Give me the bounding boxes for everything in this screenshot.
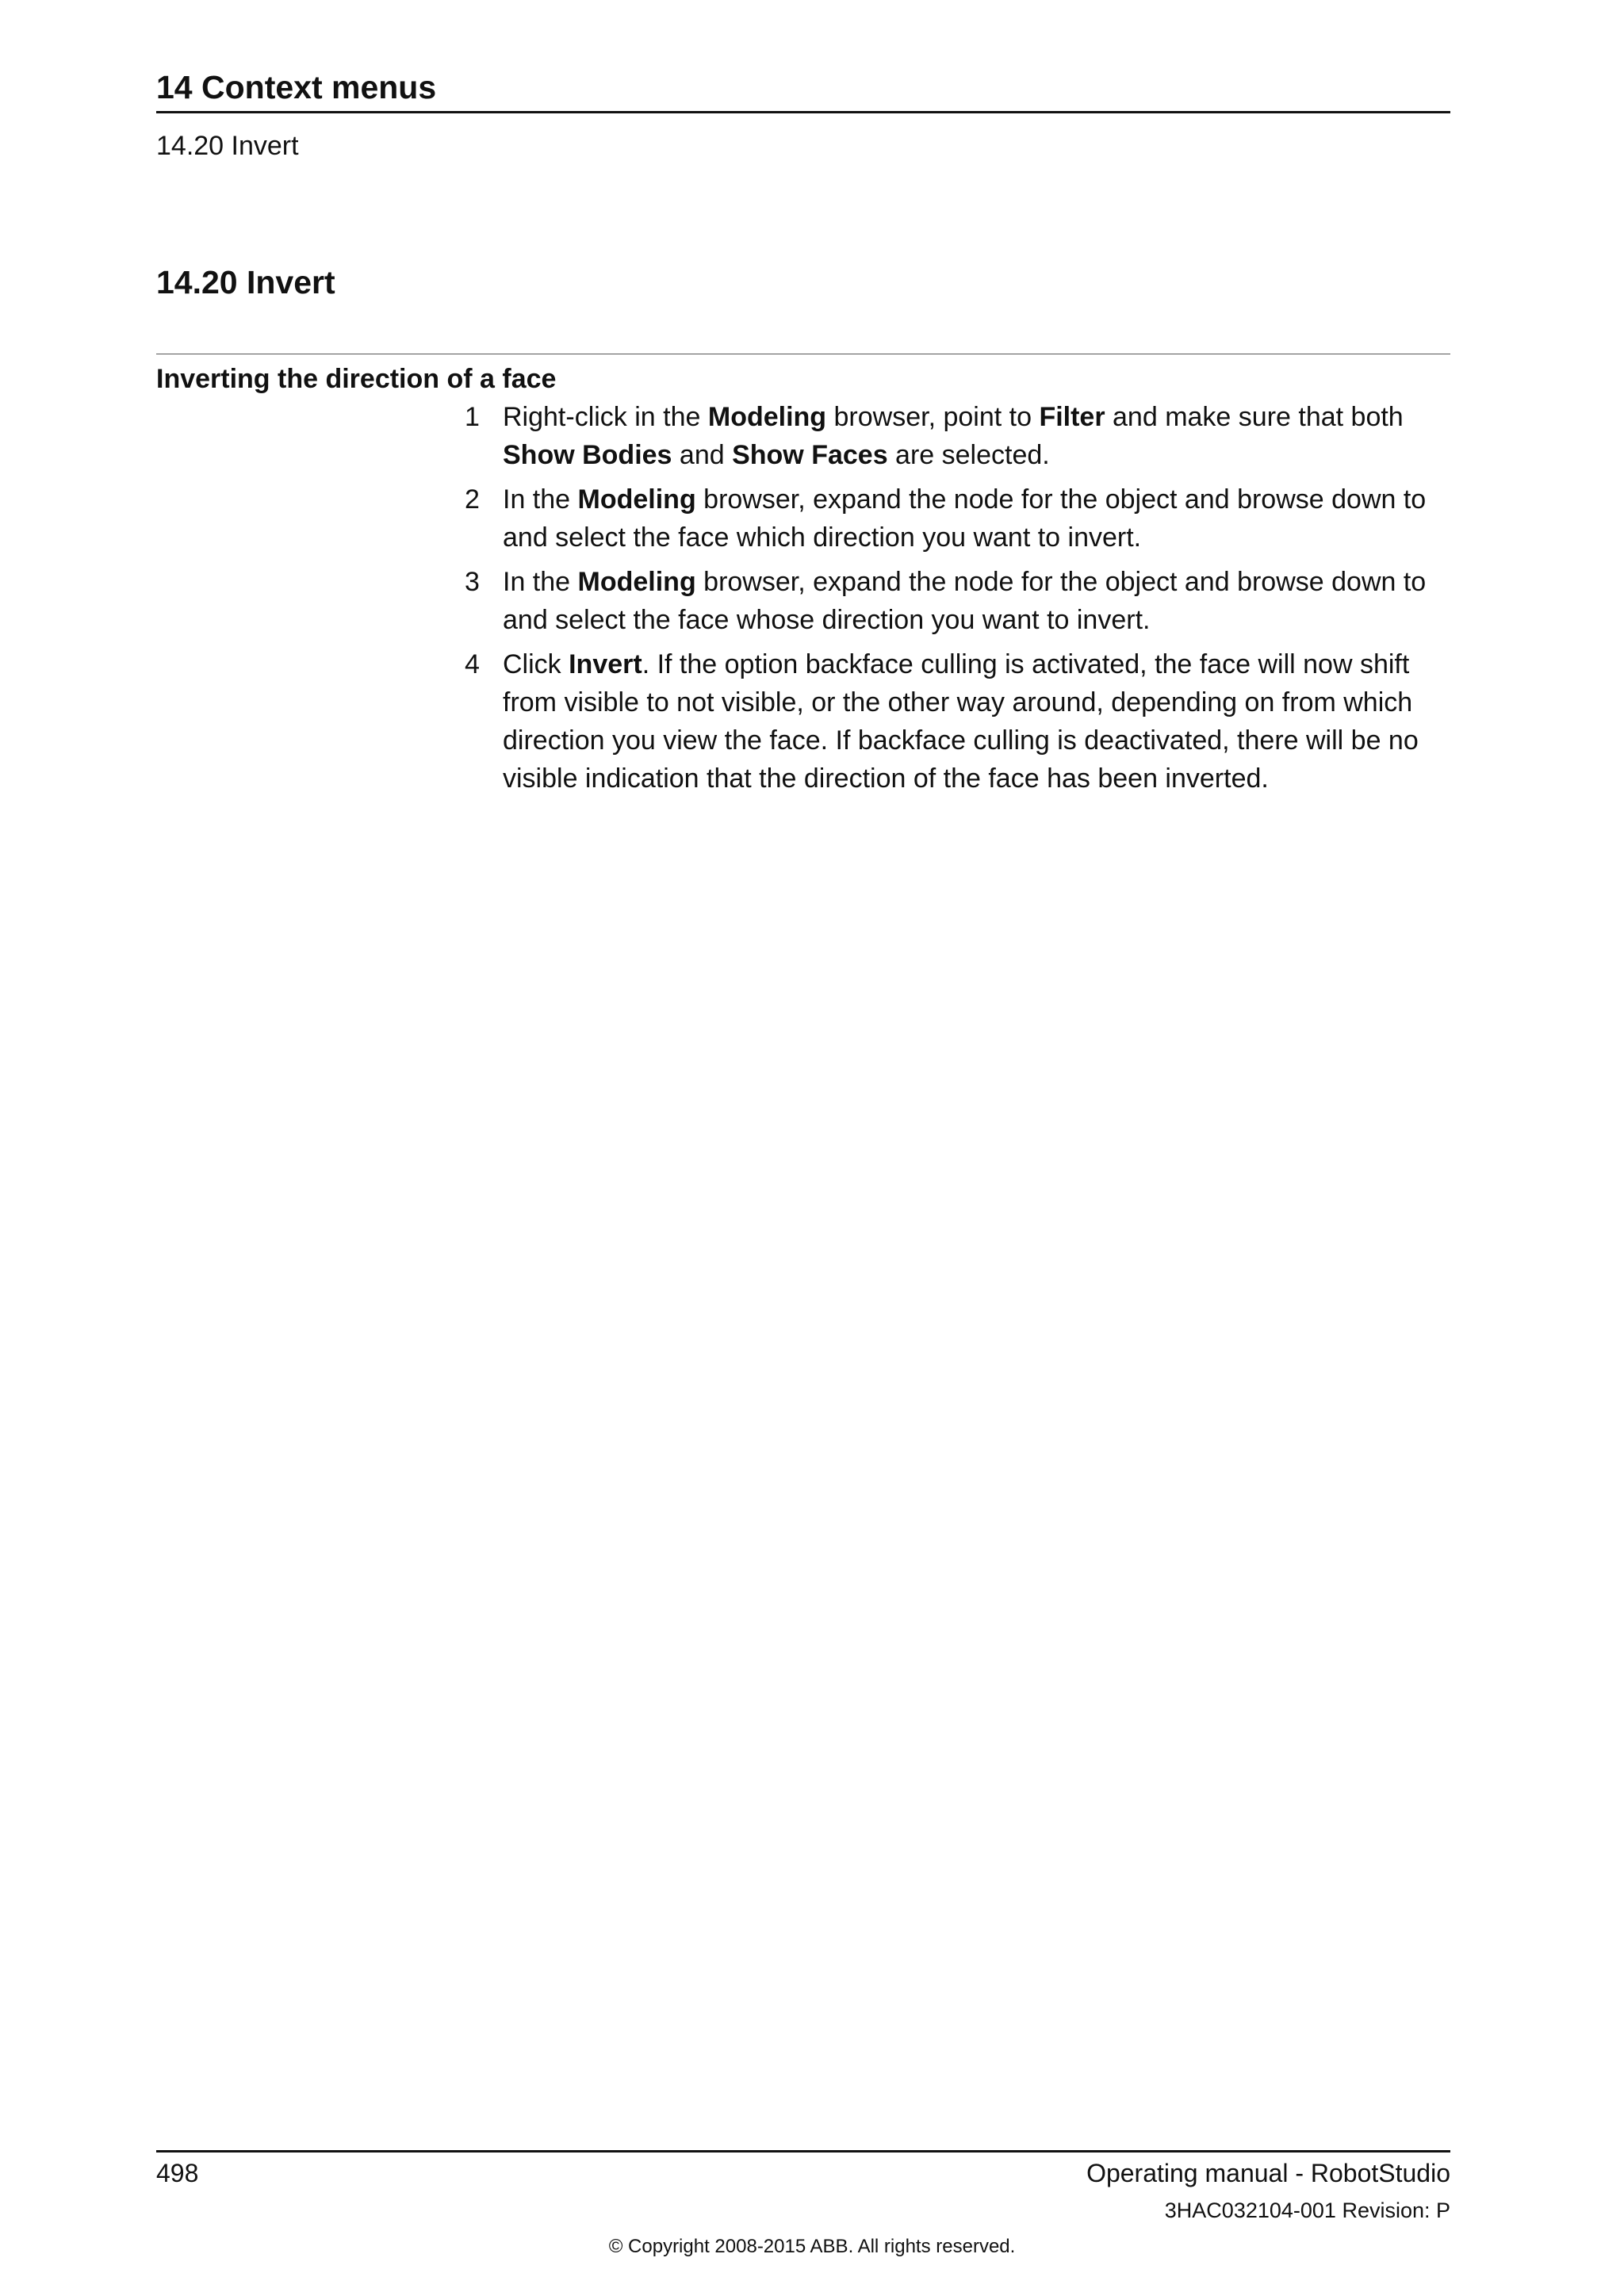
- step-number: 1: [465, 402, 480, 432]
- step-text-segment: browser, expand the node for the object and browse down to and select the face which direction you want to invert.: [503, 484, 1427, 553]
- step-number: 2: [465, 484, 480, 515]
- section-title: 14.20 Invert: [156, 264, 335, 300]
- ui-term: Invert: [569, 649, 642, 679]
- step-text-segment: browser, expand the node for the object and browse down to and select the face whose direction you want to invert.: [503, 567, 1427, 635]
- document-id: 3HAC032104-001 Revision: P: [1164, 2198, 1450, 2222]
- step-text: [503, 480, 1450, 557]
- running-section-reference: 14.20 Invert: [156, 131, 299, 161]
- step-text-segment: are selected.: [887, 440, 1050, 470]
- step-text: [503, 398, 1450, 474]
- chapter-title: 14 Context menus: [156, 69, 437, 105]
- ui-term: Modeling: [577, 484, 696, 515]
- copyright-notice: © Copyright 2008-2015 ABB. All rights reserved.: [608, 2236, 1016, 2257]
- procedure-step: [465, 398, 1450, 474]
- step-number: 3: [465, 567, 480, 597]
- manual-title: Operating manual - RobotStudio: [1086, 2159, 1450, 2187]
- procedure-steps: [465, 398, 1450, 804]
- step-text-segment: . If the option backface culling is activated, the face will now shift from visible to not visible, or the other way around, depending on from which direction you view the face. If backface culling is deactivated, there will be no visible indication that the direction of the face has been inverted.: [503, 649, 1419, 794]
- step-text-segment: and make sure that both: [1105, 402, 1404, 432]
- step-text-segment: Click: [503, 649, 569, 679]
- step-text-segment: Right-click in the: [503, 402, 708, 432]
- procedure-step: [465, 563, 1450, 639]
- header-divider: [156, 111, 1450, 113]
- footer-divider: [156, 2150, 1450, 2152]
- ui-term: Modeling: [707, 402, 827, 432]
- step-text-segment: In the: [503, 567, 578, 597]
- ui-term: Filter: [1039, 402, 1105, 432]
- step-text-segment: browser, point to: [826, 402, 1040, 432]
- page-number: 498: [156, 2159, 199, 2187]
- ui-term: Show Bodies: [503, 440, 672, 470]
- ui-term: Show Faces: [732, 440, 888, 470]
- step-text-segment: and: [672, 440, 733, 470]
- procedure-step: [465, 480, 1450, 557]
- block-heading: Inverting the direction of a face: [156, 364, 557, 394]
- step-text: [503, 563, 1450, 639]
- step-text-segment: In the: [503, 484, 578, 515]
- step-number: 4: [465, 649, 480, 679]
- step-text: [503, 645, 1450, 798]
- ui-term: Modeling: [577, 567, 696, 597]
- procedure-step: [465, 645, 1450, 798]
